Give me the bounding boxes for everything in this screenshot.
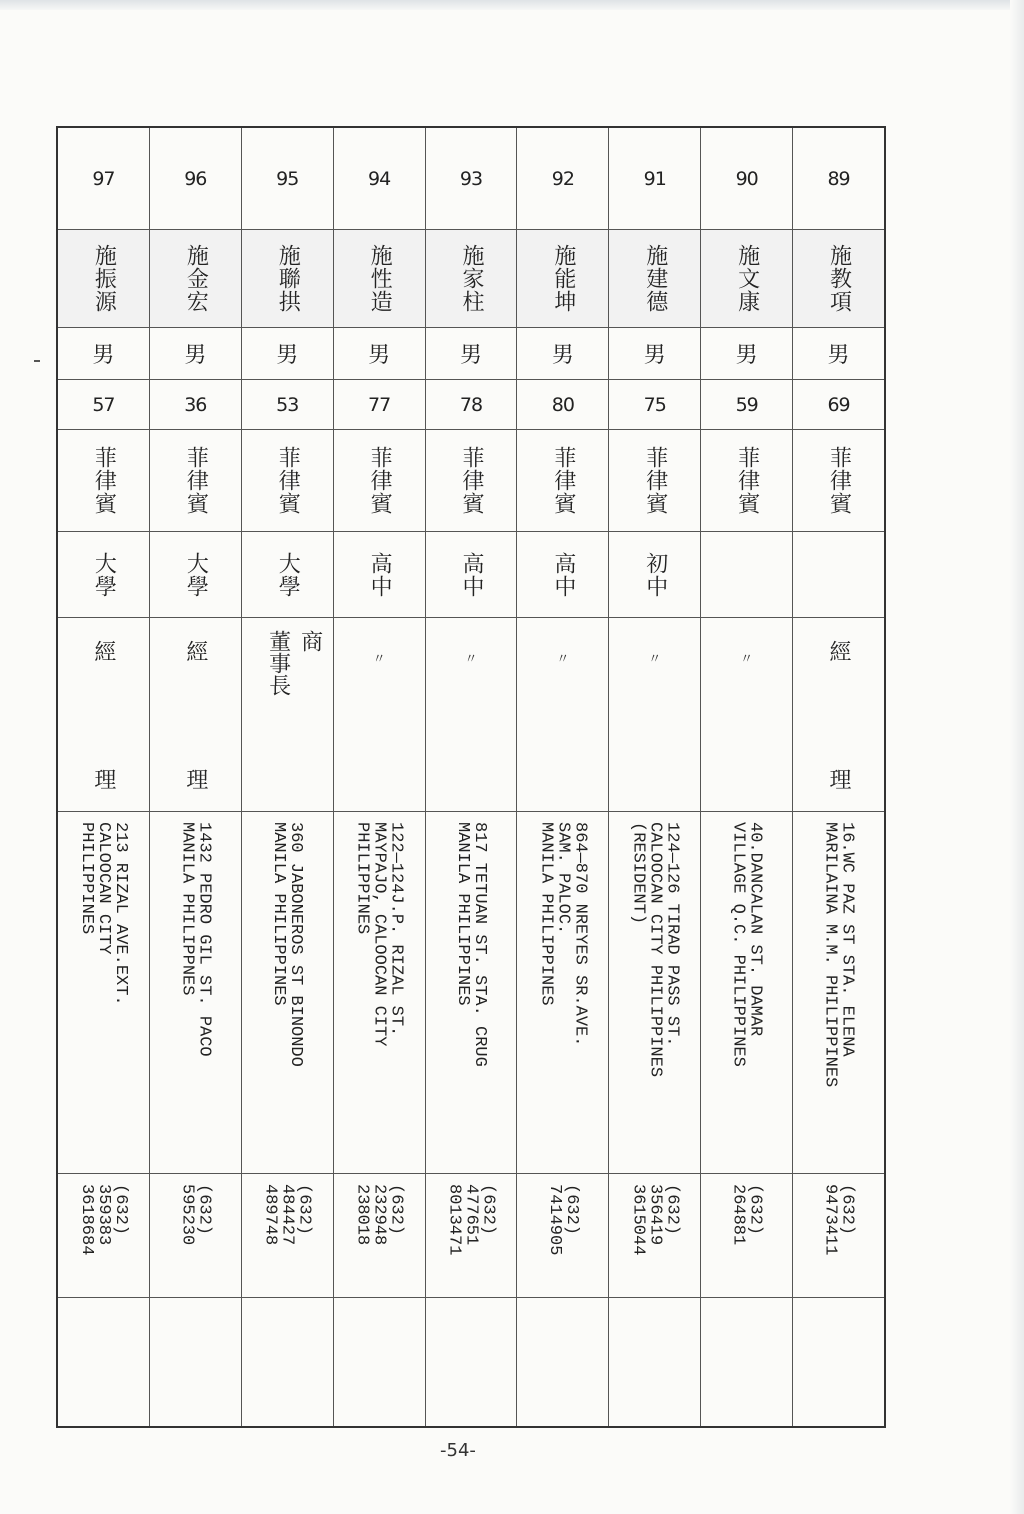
phone-line: 3615044 bbox=[628, 1184, 648, 1256]
occupation-text bbox=[88, 640, 119, 790]
remarks-cell bbox=[242, 1298, 333, 1426]
address-line: MANILA PHILIPPINES bbox=[452, 822, 472, 1006]
phone-cell bbox=[609, 1174, 700, 1298]
name-cell bbox=[426, 230, 517, 328]
remarks-cell bbox=[793, 1298, 884, 1426]
phone-text bbox=[822, 1184, 856, 1255]
member-education: 高中 bbox=[367, 551, 393, 598]
sex-cell bbox=[793, 328, 884, 380]
number-cell bbox=[334, 128, 425, 230]
member-nationality: 菲律賓 bbox=[91, 446, 117, 515]
address-line: MANILA PHILIPPNES bbox=[177, 822, 197, 996]
occupation-line: 商 bbox=[297, 630, 323, 652]
age-cell bbox=[58, 380, 149, 430]
member-age: 80 bbox=[551, 393, 574, 416]
nationality-cell bbox=[701, 430, 792, 532]
member-nationality: 菲律賓 bbox=[734, 446, 760, 515]
occupation-ditto: 〃 bbox=[464, 652, 478, 667]
occupation-cell bbox=[58, 618, 149, 812]
number-cell bbox=[242, 128, 333, 230]
address-line: 817 TETUAN ST. STA. CRUG bbox=[469, 822, 489, 1067]
phone-cell bbox=[58, 1174, 149, 1298]
number-cell bbox=[793, 128, 884, 230]
member-name: 施建德 bbox=[642, 244, 668, 313]
member-education: 高中 bbox=[550, 551, 576, 598]
occupation-cell bbox=[609, 618, 700, 812]
phone-line: (632) bbox=[837, 1184, 857, 1236]
occupation-char: 理 bbox=[90, 767, 116, 790]
number-cell bbox=[609, 128, 700, 230]
roster-table bbox=[56, 126, 886, 1428]
member-name: 施金宏 bbox=[183, 244, 209, 313]
sex-cell bbox=[701, 328, 792, 380]
phone-line: (632) bbox=[294, 1184, 314, 1236]
phone-line: 489748 bbox=[260, 1184, 280, 1246]
scan-right-edge bbox=[1010, 0, 1024, 1514]
roster-row bbox=[425, 128, 517, 1426]
phone-cell bbox=[793, 1174, 884, 1298]
sex-cell bbox=[150, 328, 241, 380]
row-number: 92 bbox=[551, 167, 574, 190]
member-nationality: 菲律賓 bbox=[367, 446, 393, 515]
address-line: SAM. PALOC. bbox=[553, 822, 573, 935]
occupation-cell bbox=[334, 618, 425, 812]
phone-text bbox=[262, 1184, 313, 1245]
occupation-ditto: 〃 bbox=[556, 652, 570, 667]
address-cell bbox=[701, 812, 792, 1174]
member-education: 大學 bbox=[91, 551, 117, 598]
address-line: MAYPAJO, CALOOCAN CITY bbox=[369, 822, 389, 1047]
member-name: 施家柱 bbox=[458, 244, 484, 313]
address-line: 40.DANCALAN ST. DAMAR bbox=[745, 822, 765, 1037]
occupation-ditto: 〃 bbox=[648, 652, 662, 667]
phone-text bbox=[78, 1184, 129, 1255]
phone-line: 232948 bbox=[369, 1184, 389, 1246]
address-line: 122—124J.P. RIZAL ST. bbox=[386, 822, 406, 1037]
address-line: 16.WC PAZ ST STA. ELENA bbox=[837, 822, 857, 1057]
member-sex: 男 bbox=[92, 343, 115, 368]
member-name: 施能坤 bbox=[550, 244, 576, 313]
remarks-cell bbox=[517, 1298, 608, 1426]
member-sex: 男 bbox=[735, 343, 758, 368]
age-cell bbox=[150, 380, 241, 430]
education-cell bbox=[242, 532, 333, 618]
name-cell bbox=[701, 230, 792, 328]
age-cell bbox=[609, 380, 700, 430]
occupation-ditto: 〃 bbox=[372, 652, 386, 667]
phone-line: (632) bbox=[662, 1184, 682, 1236]
name-cell bbox=[150, 230, 241, 328]
address-cell bbox=[58, 812, 149, 1174]
address-cell bbox=[517, 812, 608, 1174]
phone-line: (632) bbox=[194, 1184, 214, 1236]
nationality-cell bbox=[426, 430, 517, 532]
address-cell bbox=[150, 812, 241, 1174]
member-sex: 男 bbox=[551, 343, 574, 368]
address-cell bbox=[334, 812, 425, 1174]
member-nationality: 菲律賓 bbox=[183, 446, 209, 515]
address-text bbox=[270, 822, 304, 1067]
member-nationality: 菲律賓 bbox=[826, 446, 852, 515]
nationality-cell bbox=[609, 430, 700, 532]
education-cell bbox=[58, 532, 149, 618]
member-education: 大學 bbox=[275, 551, 301, 598]
age-cell bbox=[334, 380, 425, 430]
row-number: 96 bbox=[184, 167, 207, 190]
address-line: MANILA PHILIPPINES bbox=[269, 822, 289, 1006]
member-name: 施振源 bbox=[91, 244, 117, 313]
education-cell bbox=[609, 532, 700, 618]
address-line: MANILA PHILIPPINES bbox=[536, 822, 556, 1006]
member-age: 53 bbox=[276, 393, 299, 416]
row-number: 93 bbox=[459, 167, 483, 190]
name-cell bbox=[58, 230, 149, 328]
address-text bbox=[178, 822, 212, 1057]
roster-row bbox=[608, 128, 700, 1426]
phone-line: (632) bbox=[745, 1184, 765, 1236]
phone-cell bbox=[517, 1174, 608, 1298]
remarks-cell bbox=[426, 1298, 517, 1426]
phone-text bbox=[730, 1184, 764, 1245]
sex-cell bbox=[242, 328, 333, 380]
phone-line: (632) bbox=[386, 1184, 406, 1236]
phone-line: 356419 bbox=[645, 1184, 665, 1246]
age-cell bbox=[242, 380, 333, 430]
occupation-text bbox=[265, 630, 323, 696]
phone-line: 484427 bbox=[277, 1184, 297, 1246]
address-line: 360 JABONEROS ST BINONDO bbox=[286, 822, 306, 1067]
remarks-cell bbox=[334, 1298, 425, 1426]
address-text bbox=[822, 822, 856, 1087]
address-line: VILLAGE Q.C. PHILIPPINES bbox=[728, 822, 748, 1067]
member-name: 施文康 bbox=[734, 244, 760, 313]
member-age: 57 bbox=[92, 393, 115, 416]
member-nationality: 菲律賓 bbox=[458, 446, 484, 515]
address-line: CALOOCAN CITY PHILIPPINES bbox=[645, 822, 665, 1078]
member-name: 施教項 bbox=[826, 244, 852, 313]
sex-cell bbox=[517, 328, 608, 380]
nationality-cell bbox=[242, 430, 333, 532]
member-sex: 男 bbox=[184, 343, 207, 368]
row-number: 97 bbox=[92, 167, 115, 190]
member-age: 77 bbox=[368, 393, 391, 416]
member-nationality: 菲律賓 bbox=[550, 446, 576, 515]
phone-text bbox=[354, 1184, 405, 1245]
address-line: PHILIPPINES bbox=[352, 822, 372, 935]
roster-row bbox=[700, 128, 792, 1426]
member-sex: 男 bbox=[276, 343, 299, 368]
phone-line: 595230 bbox=[177, 1184, 197, 1246]
address-text bbox=[78, 822, 129, 1006]
member-nationality: 菲律賓 bbox=[275, 446, 301, 515]
address-cell bbox=[793, 812, 884, 1174]
phone-text bbox=[629, 1184, 680, 1255]
occupation-cell bbox=[793, 618, 884, 812]
occupation-text bbox=[180, 640, 211, 790]
name-cell bbox=[334, 230, 425, 328]
address-text bbox=[629, 822, 680, 1077]
address-cell bbox=[609, 812, 700, 1174]
phone-line: 477651 bbox=[461, 1184, 481, 1246]
member-age: 78 bbox=[459, 393, 483, 416]
phone-cell bbox=[701, 1174, 792, 1298]
remarks-cell bbox=[701, 1298, 792, 1426]
address-line: 213 RIZAL AVE.EXT. bbox=[110, 822, 130, 1006]
address-line: 864—870 NREYES SR.AVE. bbox=[570, 822, 590, 1047]
member-age: 69 bbox=[827, 393, 850, 416]
address-text bbox=[537, 822, 588, 1046]
phone-line: 359383 bbox=[93, 1184, 113, 1246]
sex-cell bbox=[609, 328, 700, 380]
occupation-text bbox=[823, 640, 854, 790]
roster-row bbox=[149, 128, 241, 1426]
occupation-char: 理 bbox=[182, 767, 208, 790]
name-cell bbox=[609, 230, 700, 328]
age-cell bbox=[426, 380, 517, 430]
sex-cell bbox=[426, 328, 517, 380]
phone-text bbox=[445, 1184, 496, 1255]
address-line: CALOOCAN CITY bbox=[93, 822, 113, 955]
member-education: 大學 bbox=[183, 551, 209, 598]
row-number: 90 bbox=[735, 167, 758, 190]
phone-cell bbox=[334, 1174, 425, 1298]
member-age: 36 bbox=[184, 393, 207, 416]
row-number: 95 bbox=[276, 167, 299, 190]
occupation-char: 經 bbox=[90, 639, 116, 662]
phone-line: 8013471 bbox=[444, 1184, 464, 1256]
member-nationality: 菲律賓 bbox=[642, 446, 668, 515]
number-cell bbox=[517, 128, 608, 230]
phone-line: 3618684 bbox=[76, 1184, 96, 1256]
member-sex: 男 bbox=[459, 343, 482, 368]
nationality-cell bbox=[793, 430, 884, 532]
occupation-cell bbox=[242, 618, 333, 812]
phone-text bbox=[546, 1184, 580, 1255]
occupation-char: 理 bbox=[826, 767, 852, 790]
occupation-ditto: 〃 bbox=[740, 652, 754, 667]
phone-line: 7414905 bbox=[544, 1184, 564, 1256]
age-cell bbox=[793, 380, 884, 430]
roster-row bbox=[58, 128, 149, 1426]
nationality-cell bbox=[517, 430, 608, 532]
nationality-cell bbox=[150, 430, 241, 532]
number-cell bbox=[426, 128, 517, 230]
sex-cell bbox=[334, 328, 425, 380]
phone-line: (632) bbox=[561, 1184, 581, 1236]
member-sex: 男 bbox=[368, 343, 391, 368]
education-cell bbox=[150, 532, 241, 618]
address-line: 124—126 TIRAD PASS ST. bbox=[662, 822, 682, 1047]
roster-row bbox=[516, 128, 608, 1426]
phone-line: 264881 bbox=[728, 1184, 748, 1246]
occupation-line: 董事長 bbox=[265, 630, 291, 696]
address-cell bbox=[426, 812, 517, 1174]
address-cell bbox=[242, 812, 333, 1174]
address-line: (RESIDENT) bbox=[628, 822, 648, 925]
number-cell bbox=[701, 128, 792, 230]
education-cell bbox=[701, 532, 792, 618]
name-cell bbox=[242, 230, 333, 328]
address-text bbox=[454, 822, 488, 1067]
address-line: MARILAINA M.M. PHILIPPINES bbox=[820, 822, 840, 1088]
age-cell bbox=[701, 380, 792, 430]
education-cell bbox=[334, 532, 425, 618]
roster-row bbox=[792, 128, 884, 1426]
phone-cell bbox=[426, 1174, 517, 1298]
name-cell bbox=[517, 230, 608, 328]
member-education: 初中 bbox=[642, 551, 668, 598]
education-cell bbox=[793, 532, 884, 618]
scan-mark bbox=[34, 360, 40, 362]
row-number: 91 bbox=[643, 167, 666, 190]
education-cell bbox=[426, 532, 517, 618]
phone-text bbox=[178, 1184, 212, 1245]
phone-cell bbox=[150, 1174, 241, 1298]
member-age: 59 bbox=[735, 393, 758, 416]
nationality-cell bbox=[334, 430, 425, 532]
address-text bbox=[730, 822, 764, 1067]
occupation-char: 經 bbox=[826, 639, 852, 662]
row-number: 89 bbox=[827, 167, 850, 190]
sex-cell bbox=[58, 328, 149, 380]
phone-cell bbox=[242, 1174, 333, 1298]
row-number: 94 bbox=[368, 167, 391, 190]
member-sex: 男 bbox=[643, 343, 666, 368]
member-age: 75 bbox=[643, 393, 666, 416]
occupation-cell bbox=[150, 618, 241, 812]
remarks-cell bbox=[150, 1298, 241, 1426]
age-cell bbox=[517, 380, 608, 430]
remarks-cell bbox=[609, 1298, 700, 1426]
education-cell bbox=[517, 532, 608, 618]
name-cell bbox=[793, 230, 884, 328]
occupation-cell bbox=[701, 618, 792, 812]
nationality-cell bbox=[58, 430, 149, 532]
number-cell bbox=[58, 128, 149, 230]
roster-row bbox=[333, 128, 425, 1426]
address-text bbox=[354, 822, 405, 1046]
member-sex: 男 bbox=[827, 343, 850, 368]
phone-line: (632) bbox=[110, 1184, 130, 1236]
remarks-cell bbox=[58, 1298, 149, 1426]
roster-row bbox=[241, 128, 333, 1426]
occupation-cell bbox=[517, 618, 608, 812]
member-name: 施聯拱 bbox=[275, 244, 301, 313]
occupation-char: 經 bbox=[182, 639, 208, 662]
address-line: PHILIPPINES bbox=[76, 822, 96, 935]
scan-top-edge bbox=[0, 0, 1024, 10]
member-education: 高中 bbox=[458, 551, 484, 598]
number-cell bbox=[150, 128, 241, 230]
phone-line: (632) bbox=[478, 1184, 498, 1236]
address-line: 1432 PEDRO GIL ST. PACO bbox=[194, 822, 214, 1057]
page-number: -54- bbox=[440, 1440, 476, 1461]
phone-line: 238018 bbox=[352, 1184, 372, 1246]
occupation-cell bbox=[426, 618, 517, 812]
phone-line: 9473411 bbox=[820, 1184, 840, 1256]
member-name: 施性造 bbox=[367, 244, 393, 313]
